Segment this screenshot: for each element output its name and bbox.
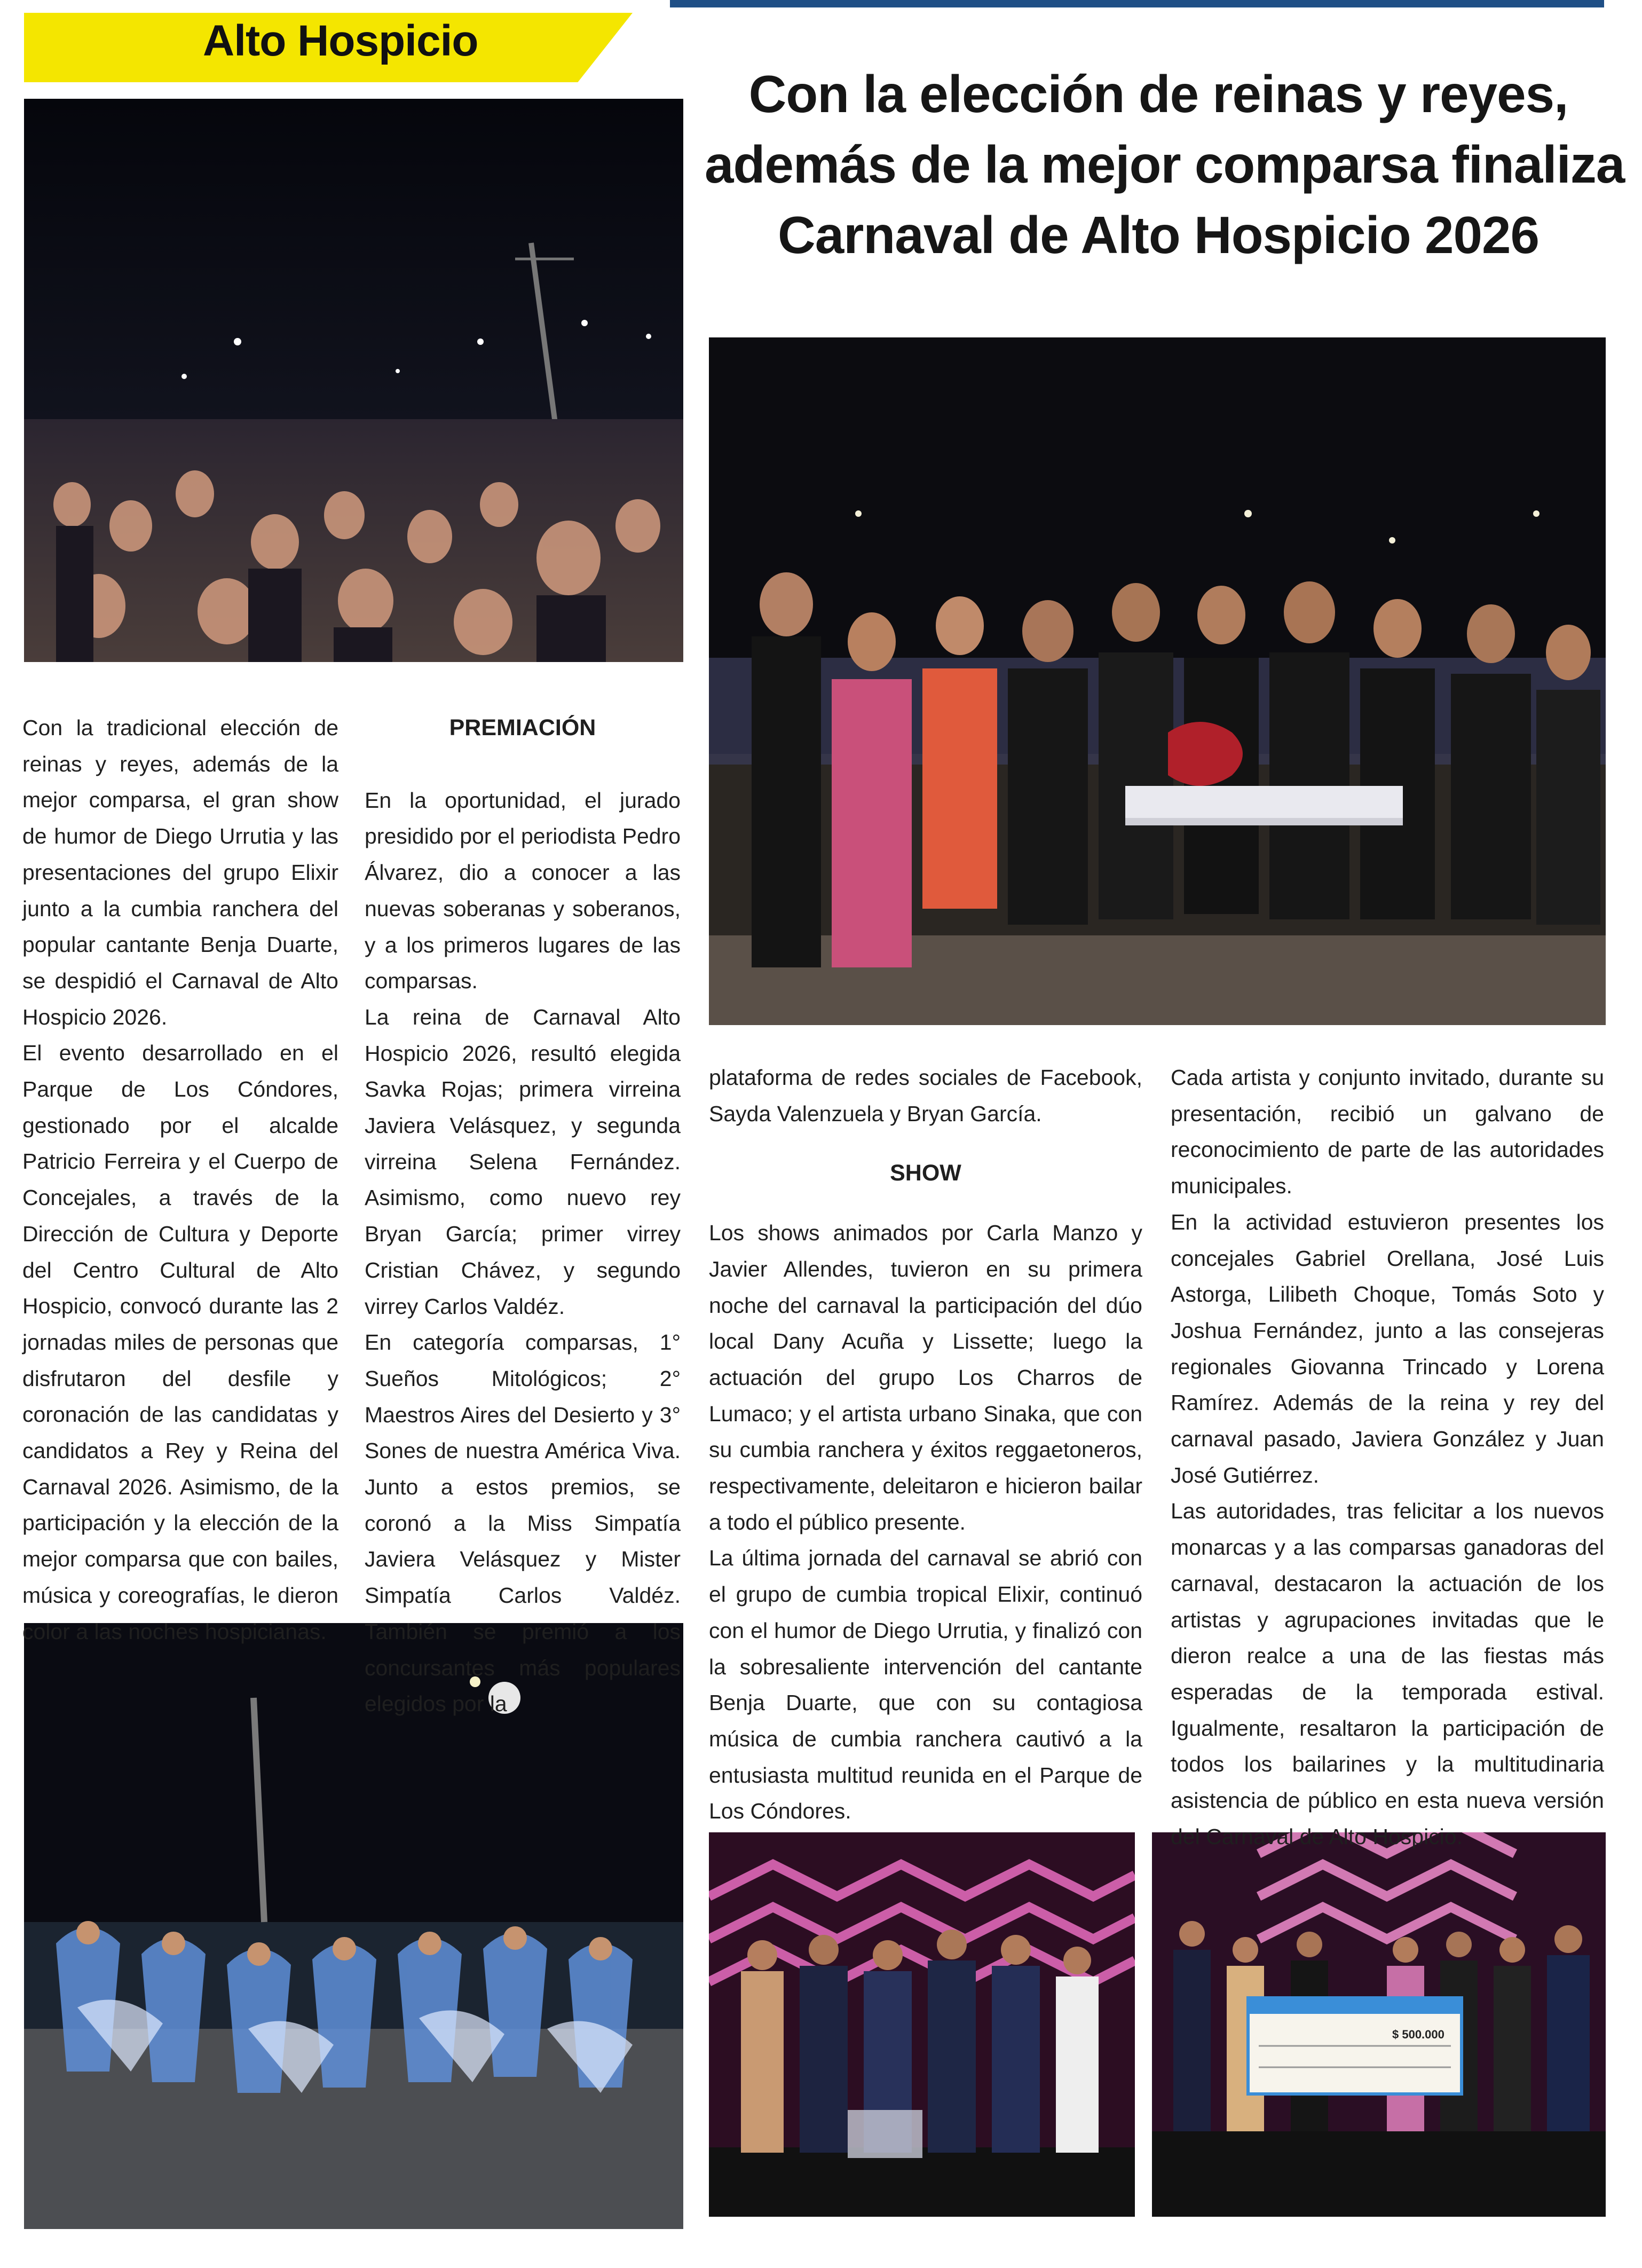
check-amount: $ 500.000 (1392, 2028, 1444, 2041)
crowd-photo (24, 99, 683, 662)
top-accent-bar (670, 0, 1604, 7)
col2-paragraph-1: En la oportunidad, el jurado presidido por el periodista Pedro Álvarez, dio a conocer a las nuevas soberanas y soberanos, y a los primeros lugares de las comparsas. (365, 788, 681, 994)
headline-line-1: Con la elección de reinas y reyes, (748, 65, 1568, 123)
carnival-royalty-photo (709, 1832, 1135, 2217)
section-banner-label: Alto Hospicio (203, 17, 478, 65)
col4-paragraph-1: Cada artista y conjunto invitado, durante su presentación, recibió un galvano de reconocimiento de parte de las autoridades municipales. (1171, 1065, 1604, 1199)
premiacion-heading: PREMIACIÓN (449, 715, 596, 741)
stage-group-photo (709, 337, 1606, 1025)
col3-paragraph-1: Los shows animados por Carla Manzo y Javier Allendes, tuvieron en su primera noche del carnaval la participación del dúo local Dany Acuña y Lissette; luego la actuación del grupo Los Charros de Lumaco; y el artista urbano Sinaka, que con su cumbia ranchera y éxitos reggaetoneros, respectivamente, deleitaron e hicieron bailar a todo el público presente. (709, 1220, 1142, 1534)
column-3 (709, 1060, 1142, 1830)
headline-line-2: además de la mejor comparsa finaliza (705, 135, 1625, 194)
headline-line-3: Carnaval de Alto Hospicio 2026 (778, 206, 1539, 264)
column-1 (22, 710, 338, 1650)
column-4 (1171, 1060, 1604, 1855)
col4-paragraph-3: Las autoridades, tras felicitar a los nuevos monarcas y a las comparsas ganadoras del carnaval, destacaron la actuación de los artistas y agrupaciones invitadas que le dieron realce a una de las fiestas más esperadas de la temporada estival. Igualmente, resaltaron la participación de todos los bailarines y la multitudinaria asistencia de público en esta nueva versión del Carnaval de Alto Hospicio. (1171, 1499, 1604, 1849)
show-heading: SHOW (890, 1160, 961, 1186)
col2-paragraph-3: En categoría comparsas, 1° Sueños Mitológicos; 2° Maestros Aires del Desierto y 3° Sones de nuestra América Viva. Junto a estos premios, se coronó a la Miss Simpatía Javiera Velásquez y Mister Simpatía Carlos Valdéz. También se premió a los concursantes más populares elegidos por la (365, 1330, 681, 1716)
check-presentation-photo (1152, 1832, 1606, 2217)
col1-paragraph-2: El evento desarrollado en el Parque de Los Cóndores, gestionado por el alcalde Patricio Ferreira y el Cuerpo de Concejales, a través de la Dirección de Cultura y Deporte del Centro Cultural de Alto Hospicio, convocó durante las 2 jornadas miles de personas que disfrutaron del desfile y coronación de las candidatas y candidatos a Rey y Reina del Carnaval 2026. Asimismo, de la participación y la elección de la mejor comparsa que con bailes, música y coreografías, le dieron color a las noches hospicianas. (22, 1041, 338, 1644)
col1-paragraph-1: Con la tradicional elección de reinas y reyes, además de la mejor comparsa, el gran show de humor de Diego Urrutia y las presentaciones del grupo Elixir junto a la cumbia ranchera del popular cantante Benja Duarte, se despidió el Carnaval de Alto Hospicio 2026. (22, 715, 338, 1029)
col3-lead: plataforma de redes sociales de Facebook, Sayda Valenzuela y Bryan García. (709, 1065, 1142, 1126)
column-2 (365, 710, 681, 1722)
col3-paragraph-2: La última jornada del carnaval se abrió con el grupo de cumbia tropical Elixir, continuó con el humor de Diego Urrutia, y finalizó con la sobresaliente intervención del cantante Benja Duarte, que con su contagiosa música de cumbia ranchera cautivó a la entusiasta multitud reunida en el Parque de Los Cóndores. (709, 1546, 1142, 1824)
headline (705, 59, 1625, 270)
col4-paragraph-2: En la actividad estuvieron presentes los concejales Gabriel Orellana, José Luis Astorga, Lilibeth Choque, Tomás Soto y Joshua Fernández, junto a las consejeras regionales Giovanna Trincado y Lorena Ramírez. Además de la reina y rey del carnaval pasado, Javiera González y Juan José Gutiérrez. (1171, 1209, 1604, 1487)
col2-paragraph-2: La reina de Carnaval Alto Hospicio 2026, resultó elegida Savka Rojas; primera virreina Javiera Velásquez, y segunda virreina Selena Fernández. Asimismo, como nuevo rey Bryan García; primer virrey Cristian Chávez, y segundo virrey Carlos Valdéz. (365, 1004, 681, 1319)
